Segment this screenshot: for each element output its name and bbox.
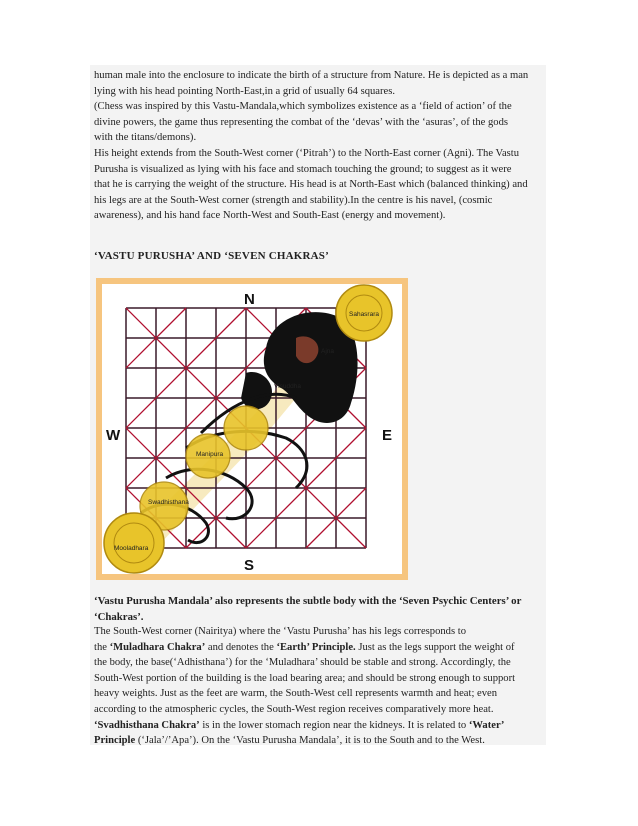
chakra-line-5: heavy weights. Just as the feet are warm, the South-West cell represents warmth and heat; even	[94, 688, 498, 700]
chakra-paragraph	[94, 624, 544, 749]
svadhisthana-term: ‘Svadhisthana Chakra’	[94, 719, 200, 731]
intro-line-1: human male into the enclosure to indicate the birth of a structure from Nature. He is depicted as a man	[94, 70, 529, 81]
manipura-label: Manipura	[196, 451, 224, 458]
intro-line-7: Purusha is visualized as lying with his face and stomach touching the ground; to suggest as it were	[94, 163, 512, 175]
principle-term: Principle	[94, 735, 136, 747]
intro-line-3: (Chess was inspired by this Vastu-Mandala,which symbolizes existence as a ‘field of action’ of the	[94, 101, 512, 113]
west-label: W	[106, 427, 121, 444]
intro-line-9: his legs are at the South-West corner (strength and stability).In the centre is his navel, (cosmic	[94, 194, 493, 206]
muladhara-label: Mooladhara	[114, 545, 149, 552]
intro-line-5: with the titans/demons).	[94, 132, 197, 144]
intro-line-10: awareness), and his hand face North-West and South-East (energy and movement).	[94, 210, 446, 222]
intro-line-4: divine powers, the game thus representing the combat of the ‘devas’ with the ‘asuras’, of the gods	[94, 116, 509, 128]
anahata-chakra-circle	[224, 406, 268, 450]
earth-principle-term: ‘Earth’ Principle.	[276, 641, 356, 653]
muladhara-term: ‘Muladhara Chakra’	[109, 641, 206, 653]
north-label: N	[244, 291, 255, 308]
intro-line-6: His height extends from the South-West corner (‘Pitrah’) to the North-East corner (Agni). The Vastu	[94, 147, 520, 159]
chakra-line-4: South-West portion of the building is the load bearing area; and should be strong enough to support	[94, 672, 516, 684]
visuddha-label: Visuddha	[274, 383, 301, 390]
chakra-line-1: The South-West corner (Nairitya) where the ‘Vastu Purusha’ has his legs corresponds to	[94, 626, 466, 637]
south-label: S	[244, 557, 255, 574]
intro-paragraph	[94, 68, 544, 224]
muladhara-chakra-circle	[104, 513, 164, 573]
swadhisthana-label: Swadhisthana	[148, 499, 189, 506]
figure-caption	[94, 594, 544, 625]
chakra-line-2-text: the	[94, 641, 110, 653]
mandala-diagram	[96, 278, 408, 580]
section-heading: ‘VASTU PURUSHA’ AND ‘SEVEN CHAKRAS’	[94, 250, 329, 262]
chakra-line-2-text-c: Just as the legs support the weight of	[355, 641, 515, 653]
east-label: E	[382, 427, 393, 444]
chakra-line-2-text-b: and denotes the	[205, 641, 277, 653]
caption-line-2: ‘Chakras’.	[94, 610, 144, 623]
sahasrara-label: Sahasrara	[349, 311, 379, 318]
chakra-line-8-text: (‘Jala’/’Apa’). On the ‘Vastu Purusha Mandala’, it is to the South and to the West.	[135, 735, 485, 747]
water-term: ‘Water’	[468, 719, 505, 731]
caption-line-1: ‘Vastu Purusha Mandala’ also represents the subtle body with the ‘Seven Psychic Centers’ or	[94, 595, 522, 607]
intro-line-8: that he is carrying the weight of the structure. His head is at North-East which (balanced thinking) and	[94, 179, 528, 191]
chakra-line-7-text: is in the lower stomach region near the kidneys. It is related to	[199, 719, 469, 731]
chakra-line-6: according to the atmospheric cycles, the South-West region receives comparatively more heat.	[94, 703, 494, 715]
intro-line-2: lying with his head pointing North-East,in a grid of usually 64 squares.	[94, 85, 395, 97]
vastu-mandala-figure	[96, 278, 408, 580]
chakra-line-3: the body, the base(‘Adhisthana’) for the ‘Muladhara’ should be stable and strong. Accordingly, the	[94, 657, 511, 669]
ajna-label: Ajna	[321, 348, 335, 355]
